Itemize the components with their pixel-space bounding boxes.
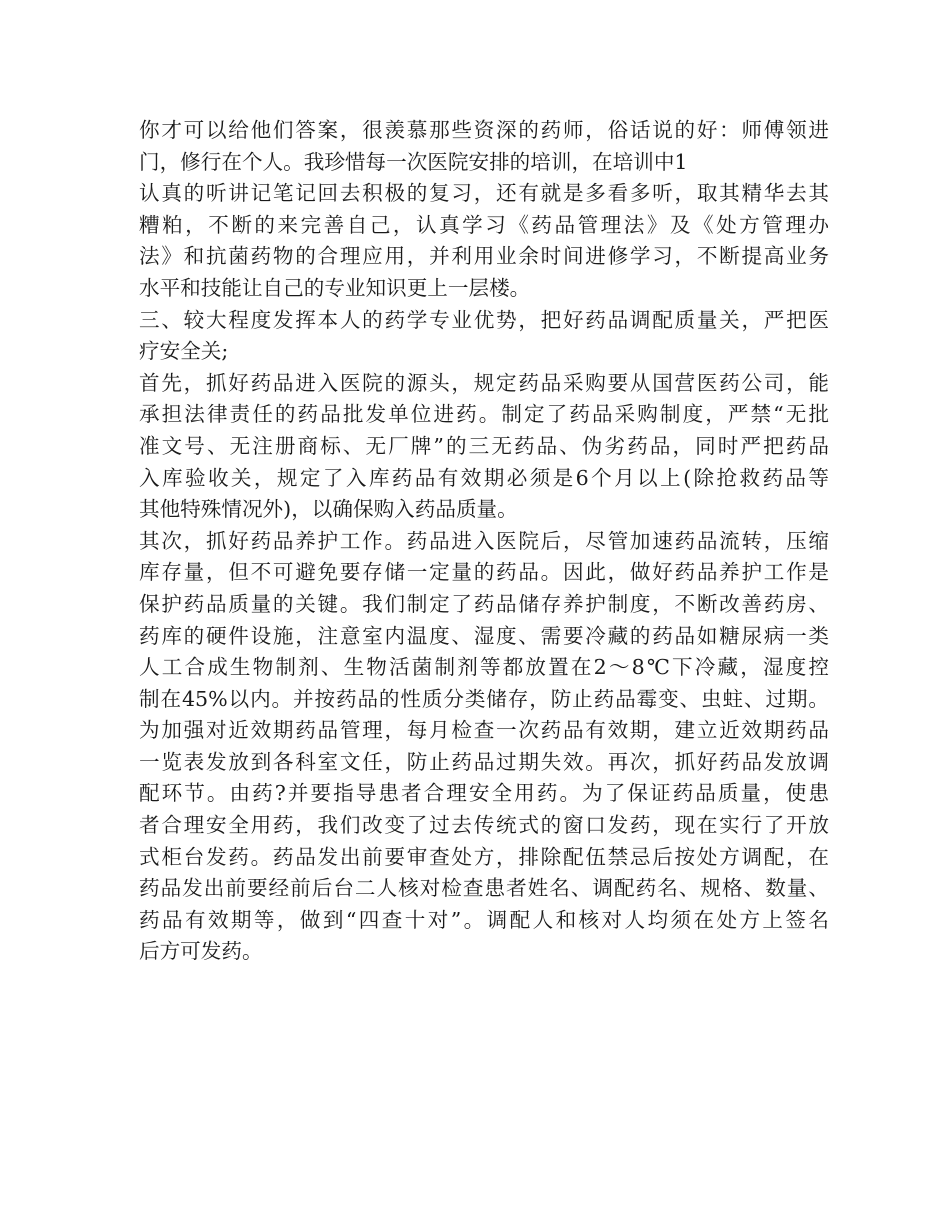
text-line: 为加强对近效期药品管理，每月检查一次药品有效期，建立近效期药品 <box>139 718 829 743</box>
text-line: 制在45%以内。并按药品的性质分类储存，防止药品霉变、虫蛀、过期。 <box>139 686 829 711</box>
text-line: 人工合成生物制剂、生物活菌制剂等都放置在2～8℃下冷藏，湿度控 <box>139 655 829 680</box>
text-line: 者合理安全用药，我们改变了过去传统式的窗口发药，现在实行了开放 <box>139 813 829 838</box>
text-line: 法》和抗菌药物的合理应用，并利用业余时间进修学习，不断提高业务 <box>139 244 829 269</box>
text-line: 你才可以给他们答案，很羡慕那些资深的药师，俗话说的好：师傅领进 <box>139 118 829 142</box>
text-line: 其他特殊情况外)，以确保购入药品质量。 <box>139 497 518 522</box>
text-line: 认真的听讲记笔记回去积极的复习，还有就是多看多听，取其精华去其 <box>139 181 829 206</box>
text-line: 其次，抓好药品养护工作。药品进入医院后，尽管加速药品流转，压缩 <box>139 528 829 553</box>
text-line: 首先，抓好药品进入医院的源头，规定药品采购要从国营医药公司，能 <box>139 370 829 395</box>
text-line: 门，修行在个人。我珍惜每一次医院安排的培训，在培训中1 <box>139 149 688 174</box>
text-line: 一览表发放到各科室文任，防止药品过期失效。再次，抓好药品发放调 <box>139 749 829 774</box>
text-line: 糟粕，不断的来完善自己，认真学习《药品管理法》及《处方管理办 <box>139 212 829 237</box>
text-line: 保护药品质量的关键。我们制定了药品储存养护制度，不断改善药房、 <box>139 591 829 616</box>
text-line: 药品发出前要经前后台二人核对检查患者姓名、调配药名、规格、数量、 <box>139 876 829 901</box>
text-line: 配环节。由药?并要指导患者合理安全用药。为了保证药品质量，使患 <box>139 781 829 806</box>
text-line: 后方可发药。 <box>139 939 263 964</box>
text-line: 准文号、无注册商标、无厂牌”的三无药品、伪劣药品，同时严把药品 <box>139 433 829 458</box>
text-line: 库存量，但不可避免要存储一定量的药品。因此，做好药品养护工作是 <box>139 560 829 585</box>
text-line: 三、较大程度发挥本人的药学专业优势，把好药品调配质量关，严把医 <box>139 307 829 332</box>
document-body <box>139 115 829 968</box>
text-line: 药库的硬件设施，注意室内温度、湿度、需要冷藏的药品如糖尿病一类 <box>139 623 829 648</box>
text-line: 药品有效期等，做到“四查十对”。调配人和核对人均须在处方上签名 <box>139 907 829 932</box>
text-line: 水平和技能让自己的专业知识更上一层楼。 <box>139 275 531 300</box>
text-line: 式柜台发药。药品发出前要审查处方，排除配伍禁忌后按处方调配，在 <box>139 844 829 869</box>
text-line: 承担法律责任的药品批发单位进药。制定了药品采购制度，严禁“无批 <box>139 402 829 427</box>
text-line: 疗安全关; <box>139 339 229 364</box>
text-line: 入库验收关，规定了入库药品有效期必须是6个月以上(除抢救药品等 <box>139 465 829 490</box>
